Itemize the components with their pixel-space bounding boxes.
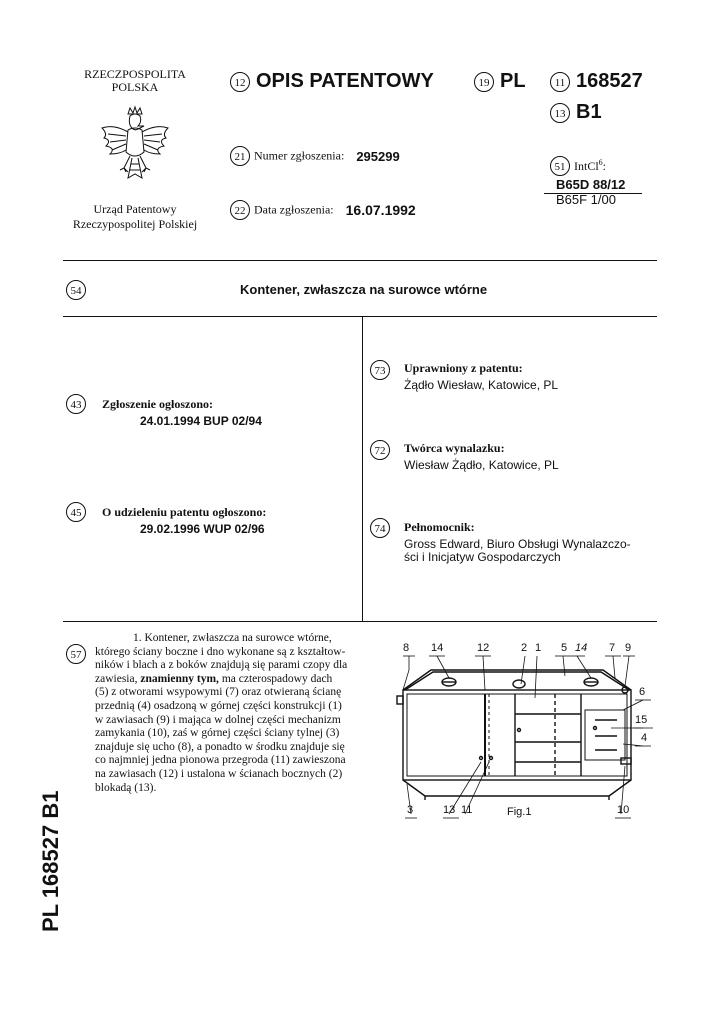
attorney-row bbox=[370, 518, 390, 538]
figure-label-9: 9 bbox=[625, 642, 632, 654]
figure-label-14: 14 bbox=[431, 642, 444, 654]
country-code-row bbox=[474, 70, 526, 93]
inid-code-54: 54 bbox=[66, 280, 86, 300]
pub-row bbox=[66, 394, 213, 414]
inid-code-13: 13 bbox=[550, 103, 570, 123]
abstract-line: 1. Kontener, zwłaszcza na surowce wtórne, bbox=[133, 632, 332, 644]
grant-value: 29.02.1996 WUP 02/96 bbox=[140, 522, 265, 536]
kind-code: B1 bbox=[576, 101, 602, 123]
figure-label-4: 4 bbox=[641, 732, 648, 744]
country-name-line1: RZECZPOSPOLITA bbox=[84, 67, 186, 81]
inid-code-72: 72 bbox=[370, 440, 390, 460]
inid-code-21: 21 bbox=[230, 146, 250, 166]
claim-characterizing-phrase: znamienny tym, bbox=[140, 672, 219, 685]
office-block bbox=[55, 202, 215, 232]
owner-value: Żądło Wiesław, Katowice, PL bbox=[404, 378, 559, 392]
inid-code-19: 19 bbox=[474, 72, 494, 92]
abstract-line: na zawiasach (12) i ustalona w ścianach bocznych (2) bbox=[95, 767, 343, 780]
side-stamp: PL 168527 B1 bbox=[38, 790, 63, 932]
column-divider bbox=[362, 316, 363, 621]
title-row bbox=[66, 280, 86, 300]
patent-number: 168527 bbox=[576, 70, 643, 92]
abstract-code bbox=[66, 644, 86, 664]
inid-code-51: 51 bbox=[550, 156, 570, 176]
invention-title: Kontener, zwłaszcza na surowce wtórne bbox=[240, 282, 488, 297]
attorney-value: Gross Edward, Biuro Obsługi Wynalazczo- ści i Inicjatyw Gospodarczych bbox=[404, 537, 631, 564]
inid-code-11: 11 bbox=[550, 72, 570, 92]
country-name-line2: POLSKA bbox=[111, 80, 159, 94]
inid-code-12: 12 bbox=[230, 72, 250, 92]
app-date-label: Data zgłoszenia: bbox=[254, 202, 334, 217]
figure-label-8: 8 bbox=[403, 642, 410, 654]
abstract-line: znajduje się ucho (8), a ponadto w środku znajduje się bbox=[95, 740, 345, 753]
figure-label-14b: 14 bbox=[575, 642, 588, 654]
ipc-main: B65D 88/12 bbox=[556, 177, 626, 192]
rule-top bbox=[63, 260, 657, 261]
abstract-line: ników i blach a z boków znajdują się parami czopy dla bbox=[95, 659, 348, 672]
inid-code-57: 57 bbox=[66, 644, 86, 664]
kind-row bbox=[550, 101, 602, 124]
inid-code-45: 45 bbox=[66, 502, 86, 522]
container-figure bbox=[385, 638, 665, 828]
figure-label-12: 12 bbox=[477, 642, 490, 654]
figure-label-11: 11 bbox=[461, 804, 473, 816]
figure-label-15: 15 bbox=[635, 714, 648, 726]
figure-label-7: 7 bbox=[609, 642, 616, 654]
intcl-label: IntCl$^6$: bbox=[574, 158, 607, 173]
figure-label-1: 1 bbox=[535, 642, 542, 654]
figure-caption: Fig.1 bbox=[507, 806, 532, 818]
app-no-label: Numer zgłoszenia: bbox=[254, 148, 345, 163]
inventor-value: Wiesław Żądło, Katowice, PL bbox=[404, 458, 559, 472]
ipc-second: B65F 1/00 bbox=[556, 192, 616, 207]
rule-bottom bbox=[63, 621, 657, 622]
app-date-value: 16.07.1992 bbox=[345, 202, 416, 218]
figure-label-2: 2 bbox=[521, 642, 528, 654]
figure-label-3: 3 bbox=[407, 804, 414, 816]
abstract-line: blokadą (13). bbox=[95, 781, 157, 794]
abstract-text bbox=[95, 632, 361, 795]
abstract-line: przednią (4) osadzoną w górnej części konstrukcji (1) bbox=[95, 699, 342, 712]
intcl-row bbox=[550, 156, 606, 176]
owner-row bbox=[370, 360, 390, 380]
inid-code-22: 22 bbox=[230, 200, 250, 220]
owner-label: Uprawniony z patentu: bbox=[404, 361, 523, 375]
app-no-value: 295299 bbox=[356, 148, 400, 164]
abstract-line: zamykania (10), zaś w górnej części ściany tylnej (3) bbox=[95, 727, 340, 740]
doc-type: OPIS PATENTOWY bbox=[256, 70, 434, 92]
abstract-line: zawiesia, znamienny tym, ma czterospadowy dach bbox=[95, 672, 333, 685]
eagle-emblem-icon bbox=[92, 104, 178, 190]
abstract-line: (5) z otworami wsypowymi (7) oraz otwieraną ścianę bbox=[95, 686, 342, 699]
country-code: PL bbox=[500, 70, 526, 92]
patent-number-row bbox=[550, 70, 643, 93]
office-line2: Rzeczypospolitej Polskiej bbox=[72, 217, 198, 231]
figure-label-10: 10 bbox=[617, 804, 630, 816]
grant-label: O udzieleniu patentu ogłoszono: bbox=[102, 504, 267, 519]
application-number-row bbox=[230, 146, 400, 166]
pub-label: Zgłoszenie ogłoszono: bbox=[102, 396, 213, 411]
pub-value: 24.01.1994 BUP 02/94 bbox=[140, 414, 262, 428]
inventor-label: Twórca wynalazku: bbox=[404, 441, 505, 455]
abstract-line: co najmniej jedna pionowa przegroda (11) zawieszona bbox=[95, 754, 346, 767]
attorney-label: Pełnomocnik: bbox=[404, 520, 475, 534]
abstract-line: którego ściany boczne i dno wykonane są z kształtow- bbox=[95, 645, 346, 658]
abstract-line: w zawiasach (9) i mająca w dolnej części mechanizm bbox=[95, 713, 341, 726]
figure-label-5: 5 bbox=[561, 642, 568, 654]
rule-mid bbox=[63, 316, 657, 317]
grant-row bbox=[66, 502, 266, 522]
figure-label-6: 6 bbox=[639, 686, 646, 698]
inventor-row bbox=[370, 440, 390, 460]
inid-code-43: 43 bbox=[66, 394, 86, 414]
inid-code-73: 73 bbox=[370, 360, 390, 380]
doc-type-row bbox=[230, 70, 434, 93]
application-date-row bbox=[230, 200, 416, 220]
figure-label-13: 13 bbox=[443, 804, 456, 816]
inid-code-74: 74 bbox=[370, 518, 390, 538]
office-line1: Urząd Patentowy bbox=[93, 202, 177, 216]
country-block bbox=[60, 68, 210, 94]
